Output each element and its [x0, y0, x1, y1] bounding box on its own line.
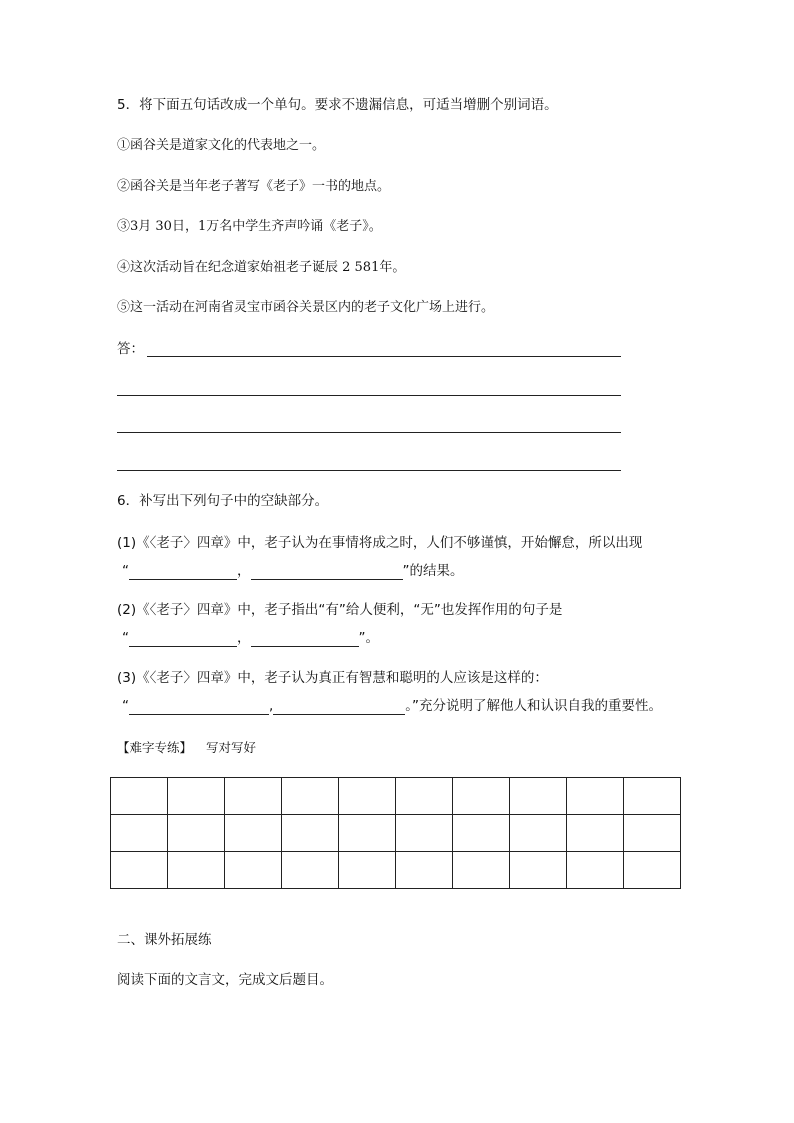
grid-cell[interactable]	[396, 852, 453, 889]
q5-answer-row[interactable]	[117, 340, 621, 358]
grid-cell[interactable]	[225, 778, 282, 815]
close-text: ”的结果。	[402, 563, 464, 579]
answer-line-1	[147, 356, 621, 357]
separator: ,	[269, 698, 274, 714]
q5-answer-label: 答：	[117, 341, 144, 357]
grid-cell[interactable]	[111, 852, 168, 889]
fill-blank[interactable]	[273, 700, 405, 715]
q5-prompt: 5．将下面五句话改成一个单句。要求不遗漏信息，可适当增删个别词语。	[117, 97, 558, 113]
grid-cell[interactable]	[453, 815, 510, 852]
grid-cell[interactable]	[111, 815, 168, 852]
grid-cell[interactable]	[339, 815, 396, 852]
q5-item-4: ④这次活动旨在纪念道家始祖老子诞辰 2 581年。	[117, 260, 406, 275]
grid-cell[interactable]	[111, 778, 168, 815]
practice-heading	[117, 739, 256, 757]
q6-sentence-2: (2)《〈老子〉四章》中，老子指出“有”给人便利，“无”也发挥作用的句子是	[117, 602, 563, 618]
grid-cell[interactable]	[510, 815, 567, 852]
grid-cell[interactable]	[624, 815, 681, 852]
grid-cell[interactable]	[168, 778, 225, 815]
grid-cell[interactable]	[168, 852, 225, 889]
open-quote: “	[122, 563, 129, 579]
open-quote: “	[122, 698, 129, 714]
grid-cell[interactable]	[396, 778, 453, 815]
grid-cell[interactable]	[624, 852, 681, 889]
q6-sentence-3-blanks	[122, 697, 662, 715]
q6-sentence-3: (3)《〈老子〉四章》中，老子认为真正有智慧和聪明的人应该是这样的：	[117, 670, 548, 686]
grid-cell[interactable]	[453, 852, 510, 889]
grid-row	[111, 815, 681, 852]
close-text: ”。	[358, 630, 379, 646]
fill-blank[interactable]	[251, 632, 359, 647]
grid-cell[interactable]	[168, 815, 225, 852]
q6-sentence-2-blanks	[122, 629, 379, 647]
practice-subtitle: 写对写好	[206, 740, 257, 755]
fill-blank[interactable]	[251, 565, 403, 580]
open-quote: “	[122, 630, 129, 646]
grid-cell[interactable]	[624, 778, 681, 815]
grid-cell[interactable]	[453, 778, 510, 815]
fill-blank[interactable]	[129, 632, 237, 647]
grid-cell[interactable]	[225, 815, 282, 852]
grid-cell[interactable]	[510, 778, 567, 815]
practice-title: 【难字专练】	[117, 740, 193, 755]
fill-blank[interactable]	[129, 700, 269, 715]
q6-sentence-1-blanks	[122, 562, 464, 580]
fill-blank[interactable]	[129, 565, 237, 580]
q5-item-2: ②函谷关是当年老子著写《老子》一书的地点。	[117, 179, 391, 194]
separator: ，	[237, 563, 251, 579]
writing-grid	[110, 777, 681, 889]
grid-cell[interactable]	[339, 778, 396, 815]
grid-cell[interactable]	[282, 815, 339, 852]
grid-cell[interactable]	[282, 778, 339, 815]
answer-line-3[interactable]	[117, 432, 621, 433]
grid-row	[111, 852, 681, 889]
grid-cell[interactable]	[510, 852, 567, 889]
answer-line-4[interactable]	[117, 470, 621, 471]
grid-cell[interactable]	[282, 852, 339, 889]
q5-item-1: ①函谷关是道家文化的代表地之一。	[117, 138, 326, 153]
grid-row	[111, 778, 681, 815]
grid-cell[interactable]	[567, 815, 624, 852]
grid-cell[interactable]	[396, 815, 453, 852]
q5-item-3: ③3月 30日，1万名中学生齐声吟诵《老子》。	[117, 219, 382, 234]
grid-cell[interactable]	[567, 778, 624, 815]
section-2-heading: 二、课外拓展练	[117, 932, 212, 948]
grid-cell[interactable]	[225, 852, 282, 889]
q6-prompt: 6．补写出下列句子中的空缺部分。	[117, 493, 329, 509]
answer-line-2[interactable]	[117, 395, 621, 396]
close-text: 。”充分说明了解他人和认识自我的重要性。	[405, 698, 663, 714]
separator: ，	[237, 630, 251, 646]
grid-cell[interactable]	[339, 852, 396, 889]
grid-cell[interactable]	[567, 852, 624, 889]
q5-item-5: ⑤这一活动在河南省灵宝市函谷关景区内的老子文化广场上进行。	[117, 300, 495, 315]
q6-sentence-1: (1)《〈老子〉四章》中，老子认为在事情将成之时，人们不够谨慎，开始懈怠，所以出现	[117, 535, 643, 551]
section-2-instruction: 阅读下面的文言文，完成文后题目。	[117, 972, 333, 988]
